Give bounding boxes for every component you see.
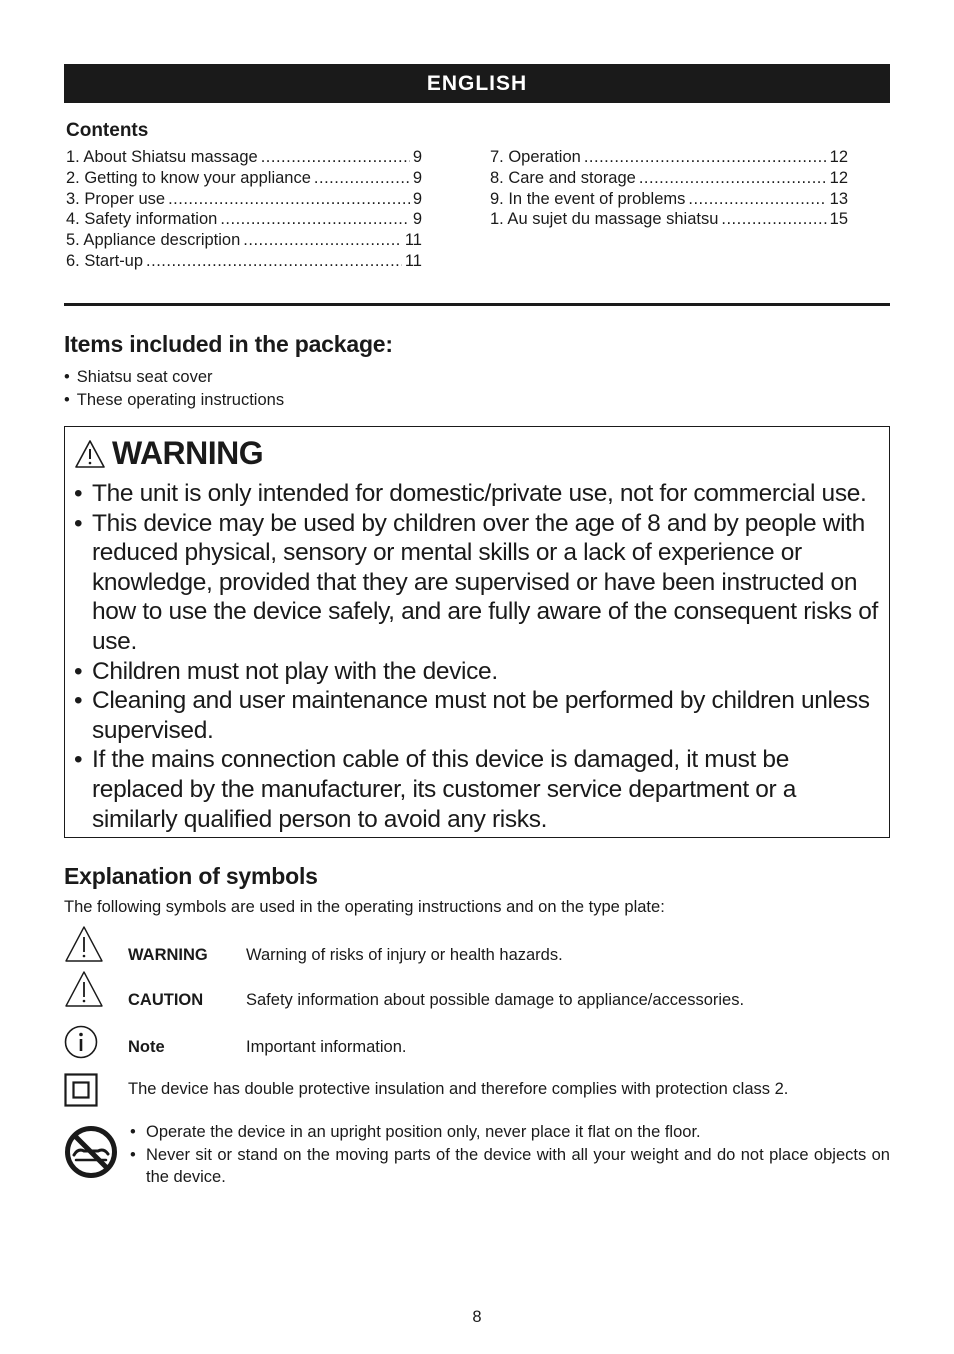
language-header: ENGLISH (64, 64, 890, 103)
toc-entry[interactable]: 3. Proper use ..... 9 (66, 189, 422, 210)
warning-list (74, 479, 886, 834)
warning-item: • Children must not play with the device. (74, 657, 886, 687)
toc-entry[interactable]: 7. Operation ..... 12 (490, 147, 848, 168)
toc-left-column (66, 147, 422, 272)
prohibited-item: • Never sit or stand on the moving parts of the device with all your weight and do not place objects on the device. (130, 1144, 890, 1189)
toc-entry[interactable]: 4. Safety information ..... 9 (66, 209, 422, 230)
page-number: 8 (472, 1308, 482, 1326)
info-icon (64, 1025, 98, 1059)
symbol-label: CAUTION (128, 991, 204, 1009)
symbol-description: Safety information about possible damage to appliance/accessories. (246, 991, 745, 1009)
toc-entry[interactable]: 1. Au sujet du massage shiatsu ..... 15 (490, 209, 848, 230)
warning-item: • Cleaning and user maintenance must not be performed by children unless supervised. (74, 686, 886, 745)
warning-triangle-icon (64, 925, 104, 963)
toc-entry[interactable]: 2. Getting to know your appliance ..... 9 (66, 168, 422, 189)
prohibited-item: • Operate the device in an upright position only, never place it flat on the floor. (130, 1121, 890, 1144)
insulation-description: The device has double protective insulation and therefore complies with protection class 2. (128, 1080, 789, 1098)
warning-triangle-icon (74, 439, 106, 469)
toc-entry[interactable]: 6. Start-up ..... 11 (66, 251, 422, 272)
symbol-description: Warning of risks of injury or health hazards. (246, 946, 563, 964)
warning-heading (74, 435, 263, 472)
warning-item: • This device may be used by children over the age of 8 and by people with reduced physical, sensory or mental skills or a lack of experience or knowledge, provided that they are supervised or have been instructed on how to use the device safely, and are fully aware of the consequent risks of use. (74, 509, 886, 657)
package-item: • Shiatsu seat cover (64, 366, 284, 389)
warning-box (64, 426, 890, 838)
package-list (64, 366, 284, 411)
prohibited-icon (64, 1124, 118, 1180)
symbol-description: Important information. (246, 1038, 407, 1056)
symbol-label: Note (128, 1038, 165, 1056)
caution-triangle-icon (64, 970, 104, 1008)
package-item: • These operating instructions (64, 389, 284, 412)
toc-entry[interactable]: 8. Care and storage ..... 12 (490, 168, 848, 189)
symbols-title: Explanation of symbols (64, 863, 318, 889)
warning-title: WARNING (112, 435, 264, 471)
double-insulation-icon (64, 1073, 98, 1107)
package-title: Items included in the package: (64, 331, 393, 357)
toc-entry[interactable]: 9. In the event of problems ..... 13 (490, 189, 848, 210)
toc-entry[interactable]: 5. Appliance description ..... 11 (66, 230, 422, 251)
prohibited-list (130, 1121, 890, 1189)
toc-entry[interactable]: 1. About Shiatsu massage ..... 9 (66, 147, 422, 168)
symbol-label: WARNING (128, 946, 208, 964)
warning-item: • The unit is only intended for domestic/private use, not for commercial use. (74, 479, 886, 509)
toc-right-column (490, 147, 848, 230)
section-divider (64, 303, 890, 306)
warning-item: • If the mains connection cable of this device is damaged, it must be replaced by the manufacturer, its customer service department or a similarly qualified person to avoid any risks. (74, 745, 886, 834)
contents-title: Contents (66, 120, 149, 141)
symbols-intro: The following symbols are used in the operating instructions and on the type plate: (64, 898, 665, 916)
